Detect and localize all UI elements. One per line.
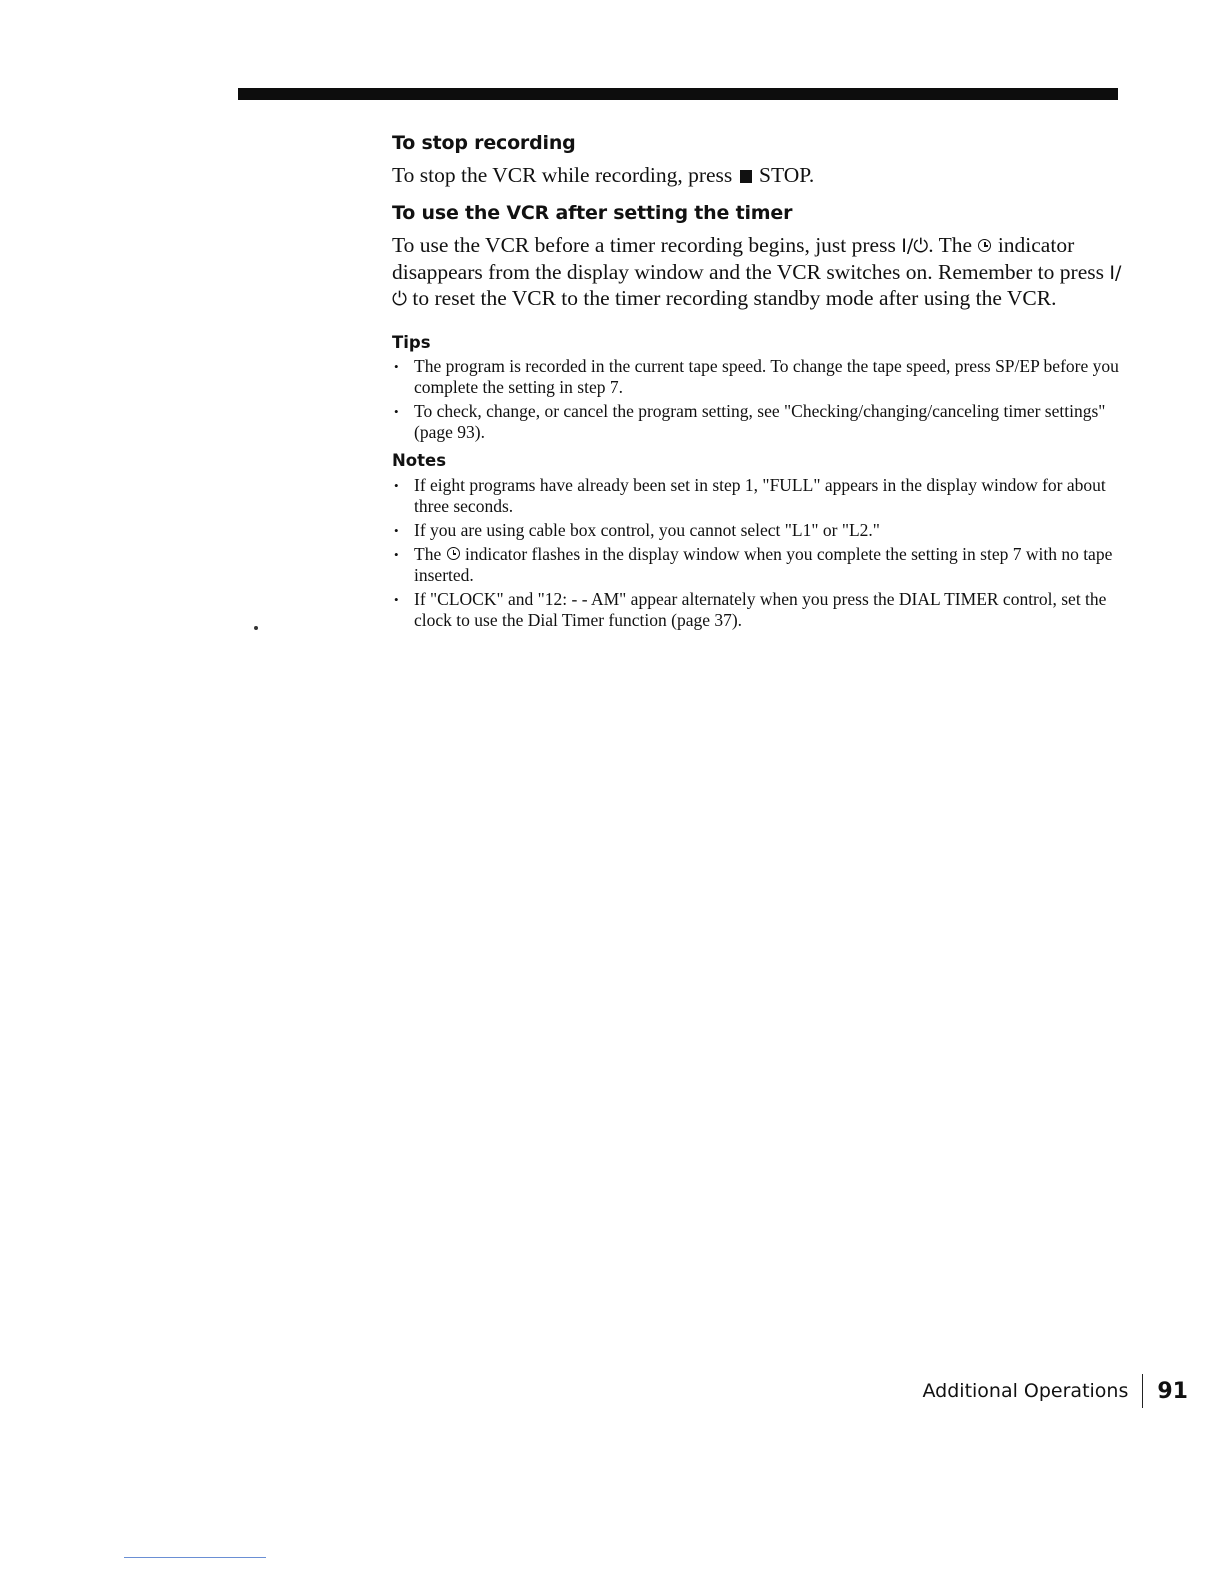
bottom-rule bbox=[124, 1557, 266, 1558]
list-item: • To check, change, or cancel the program setting, see "Checking/changing/canceling timer settings" (page 93). bbox=[394, 401, 1106, 443]
list-item: • If "CLOCK" and "12: - - AM" appear alternately when you press the DIAL TIMER control, set the clock to use the Dial Timer function (page 37). bbox=[394, 589, 1107, 631]
timer-indicator-icon bbox=[978, 239, 991, 252]
notes-heading: Notes bbox=[392, 451, 447, 471]
main-content bbox=[392, 130, 1122, 634]
timer-indicator-icon bbox=[447, 547, 460, 560]
heading-use-vcr: To use the VCR after setting the timer bbox=[392, 202, 793, 225]
footer-section-title: Additional Operations bbox=[922, 1380, 1129, 1402]
footer-divider bbox=[1142, 1374, 1143, 1408]
list-item: • If eight programs have already been set in step 1, "FULL" appears in the display window for about three seconds. bbox=[394, 475, 1106, 517]
tips-list bbox=[392, 356, 1122, 443]
paragraph-use-vcr: To use the VCR before a timer recording begins, just press I/⏻. The indicator disappears from the display window and the VCR switches on. Remember to press I/⏻ to reset the VCR to the timer recording standby mode after using the VCR. bbox=[392, 233, 1122, 311]
list-item: • The indicator flashes in the display window when you complete the setting in step 7 with no tape inserted. bbox=[394, 544, 1113, 586]
list-item: • If you are using cable box control, you cannot select "L1" or "L2." bbox=[394, 520, 880, 541]
power-symbol: I/⏻ bbox=[901, 235, 929, 258]
page-footer bbox=[923, 1374, 1189, 1408]
notes-list bbox=[392, 475, 1122, 631]
paragraph-stop-recording: To stop the VCR while recording, press STOP. bbox=[392, 162, 815, 187]
margin-mark bbox=[254, 626, 258, 630]
power-symbol: I/⏻ bbox=[392, 261, 1122, 311]
heading-stop-recording: To stop recording bbox=[392, 132, 576, 154]
tips-heading: Tips bbox=[392, 332, 431, 352]
list-item: • The program is recorded in the current tape speed. To change the tape speed, press SP/EP before you complete the setting in step 7. bbox=[394, 356, 1119, 398]
page-number: 91 bbox=[1157, 1378, 1188, 1404]
stop-square-icon bbox=[740, 170, 752, 183]
top-rule bbox=[238, 88, 1118, 100]
